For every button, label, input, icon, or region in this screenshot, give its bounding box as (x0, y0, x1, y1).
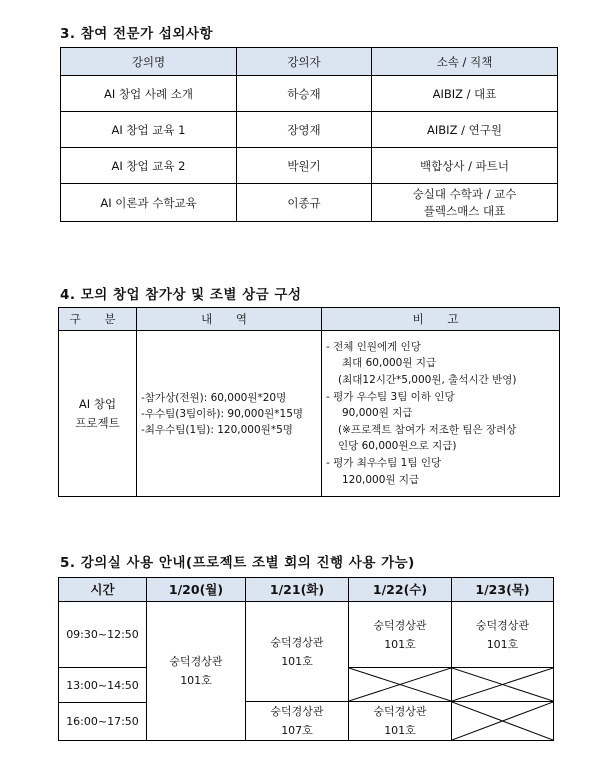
table-row (61, 148, 558, 184)
prize-table (58, 307, 560, 497)
thu-pm-unavailable-cell (452, 702, 554, 741)
details-cell: -참가상(전원): 60,000원*20명 -우수팀(3팀이하): 90,000원*15명 -최우수팀(1팀): 120,000원*5명 (137, 331, 322, 497)
tue-pm-room: 숭덕경상관 107호 (246, 702, 349, 741)
cross-out-icon (452, 702, 553, 740)
col-header-details: 내 역 (137, 308, 322, 331)
col-header-lecturer: 강의자 (237, 48, 372, 76)
thu-unavailable-cell (452, 668, 554, 702)
wed-unavailable-cell (349, 668, 452, 702)
col-header-affiliation: 소속 / 직책 (372, 48, 558, 76)
room-schedule-table (58, 577, 554, 741)
tue-am-room: 숭덕경상관 101호 (246, 602, 349, 702)
mon-room: 숭덕경상관 101호 (147, 602, 246, 741)
col-header-mon: 1/20(월) (147, 578, 246, 602)
section3-heading: 3. 참여 전문가 섭외사항 (60, 26, 213, 42)
table-header-row (59, 578, 554, 602)
affiliation: 백합상사 / 파트너 (372, 148, 558, 184)
wed-am-room: 숭덕경상관 101호 (349, 602, 452, 668)
table-row (61, 184, 558, 222)
table-row (59, 331, 560, 497)
col-header-lecture: 강의명 (61, 48, 237, 76)
col-header-tue: 1/21(화) (246, 578, 349, 602)
lecture-name: AI 창업 사례 소개 (61, 76, 237, 112)
affiliation: AIBIZ / 대표 (372, 76, 558, 112)
lecture-name: AI 창업 교육 1 (61, 112, 237, 148)
lecturer-name: 이종규 (237, 184, 372, 222)
section4-heading: 4. 모의 창업 참가상 및 조별 상금 구성 (60, 287, 302, 303)
col-header-time: 시간 (59, 578, 147, 602)
remarks-cell: - 전체 인원에게 인당 최대 60,000원 지급 (최대12시간*5,000원, 출석시간 반영) - 평가 우수팀 3팀 이하 인당 90,000원 지급 (※프로젝트 참여가 저조한 팀은 장려상 인당 60,000원으로 지급) - 평가 최우수팀 1팀 인당 120,000원 지급 (322, 331, 560, 497)
lecture-name: AI 창업 교육 2 (61, 148, 237, 184)
affiliation: 숭실대 수학과 / 교수 플렉스매스 대표 (372, 184, 558, 222)
category-cell: AI 창업 프로젝트 (59, 331, 137, 497)
table-header-row (61, 48, 558, 76)
time-slot-1: 09:30~12:50 (59, 602, 147, 668)
table-header-row (59, 308, 560, 331)
cross-out-icon (452, 668, 553, 701)
lecture-name: AI 이론과 수학교육 (61, 184, 237, 222)
wed-pm-room: 숭덕경상관 101호 (349, 702, 452, 741)
section5-heading: 5. 강의실 사용 안내(프로젝트 조별 회의 진행 사용 가능) (60, 555, 415, 571)
expert-table (60, 47, 558, 222)
table-row (59, 602, 554, 634)
col-header-category: 구 분 (59, 308, 137, 331)
lecturer-name: 장영재 (237, 112, 372, 148)
lecturer-name: 하승재 (237, 76, 372, 112)
time-slot-2: 13:00~14:50 (59, 668, 147, 703)
col-header-wed: 1/22(수) (349, 578, 452, 602)
col-header-remarks: 비 고 (322, 308, 560, 331)
lecturer-name: 박원기 (237, 148, 372, 184)
table-row (61, 76, 558, 112)
col-header-thu: 1/23(목) (452, 578, 554, 602)
thu-am-room: 숭덕경상관 101호 (452, 602, 554, 668)
cross-out-icon (349, 668, 451, 701)
time-slot-3: 16:00~17:50 (59, 703, 147, 741)
affiliation: AIBIZ / 연구원 (372, 112, 558, 148)
table-row (61, 112, 558, 148)
